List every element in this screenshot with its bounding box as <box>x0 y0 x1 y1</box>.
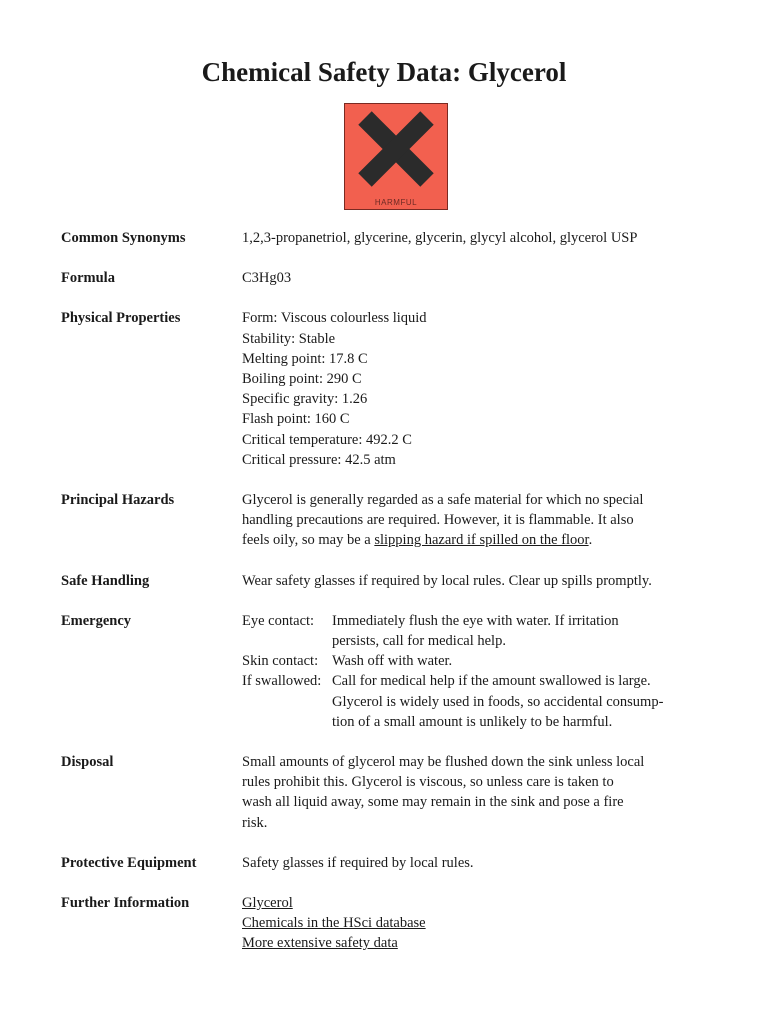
label-formula: Formula <box>61 270 115 287</box>
hazard-symbol <box>344 103 448 210</box>
label-protective-equipment: Protective Equipment <box>61 854 197 871</box>
emergency-swallow: If swallowed: Call for medical help if the amount swallowed is large. Glycerol is widely used in foods, so accidental consump- tion of a small amount is unlikely to be harmful. <box>242 673 664 730</box>
label-emergency: Emergency <box>61 612 132 629</box>
label-physical-properties: Physical Properties <box>61 310 181 327</box>
row-physical-properties <box>61 308 721 470</box>
property-line: Boiling point: 290 C <box>242 371 362 388</box>
hazard-label: HARMFUL <box>374 198 418 207</box>
harmful-cross-icon <box>345 104 447 209</box>
property-line: Melting point: 17.8 C <box>242 350 368 367</box>
row-protective-equipment <box>61 853 721 873</box>
row-disposal <box>61 752 721 833</box>
value-physical-properties <box>242 308 721 470</box>
value-disposal: Small amounts of glycerol may be flushed down the sink unless local rules prohibit this. Glycerol is viscous, so unless care is taken to wash all liquid away, some may remain in the sink and pose a fire risk. <box>242 754 645 831</box>
value-safe-handling: Wear safety glasses if required by local rules. Clear up spills promptly. <box>242 572 652 589</box>
value-further-information <box>242 893 721 954</box>
row-further-information <box>61 893 721 954</box>
label-safe-handling: Safe Handling <box>61 572 150 589</box>
hsci-database-link[interactable]: Chemicals in the HSci database <box>242 915 426 932</box>
value-emergency <box>242 611 721 732</box>
row-safe-handling <box>61 571 721 591</box>
property-line: Specific gravity: 1.26 <box>242 391 368 408</box>
row-emergency <box>61 611 721 732</box>
property-line: Form: Viscous colourless liquid <box>242 310 427 327</box>
label-synonyms: Common Synonyms <box>61 230 186 246</box>
extensive-safety-data-link[interactable]: More extensive safety data <box>242 935 398 952</box>
safety-data-table <box>61 228 721 974</box>
property-line: Critical pressure: 42.5 atm <box>242 451 396 468</box>
label-disposal: Disposal <box>61 754 114 771</box>
row-synonyms <box>61 228 721 248</box>
property-line: Flash point: 160 C <box>242 411 350 428</box>
value-formula: C3Hg03 <box>242 270 292 287</box>
emergency-skin: Skin contact: Wash off with water. <box>242 653 453 670</box>
label-principal-hazards: Principal Hazards <box>61 492 175 509</box>
page-title: Chemical Safety Data: Glycerol <box>201 57 567 87</box>
value-protective-equipment: Safety glasses if required by local rules. <box>242 854 474 871</box>
row-formula <box>61 268 721 288</box>
slipping-hazard-link[interactable]: slipping hazard if spilled on the floor <box>374 532 589 549</box>
property-line: Critical temperature: 492.2 C <box>242 431 412 448</box>
value-synonyms: 1,2,3-propanetriol, glycerine, glycerin, glycyl alcohol, glycerol USP <box>242 230 638 246</box>
property-line: Stability: Stable <box>242 330 336 347</box>
label-further-information: Further Information <box>61 895 190 912</box>
glycerol-link[interactable]: Glycerol <box>242 895 293 912</box>
value-principal-hazards: Glycerol is generally regarded as a safe material for which no special handling precautions are required. However, it is flammable. It also feels oily, so may be a slipping hazard if spilled on the floor. <box>242 492 644 549</box>
emergency-eye: Eye contact: Immediately flush the eye with water. If irritation persists, call for medical help. <box>242 612 619 650</box>
row-principal-hazards <box>61 490 721 551</box>
